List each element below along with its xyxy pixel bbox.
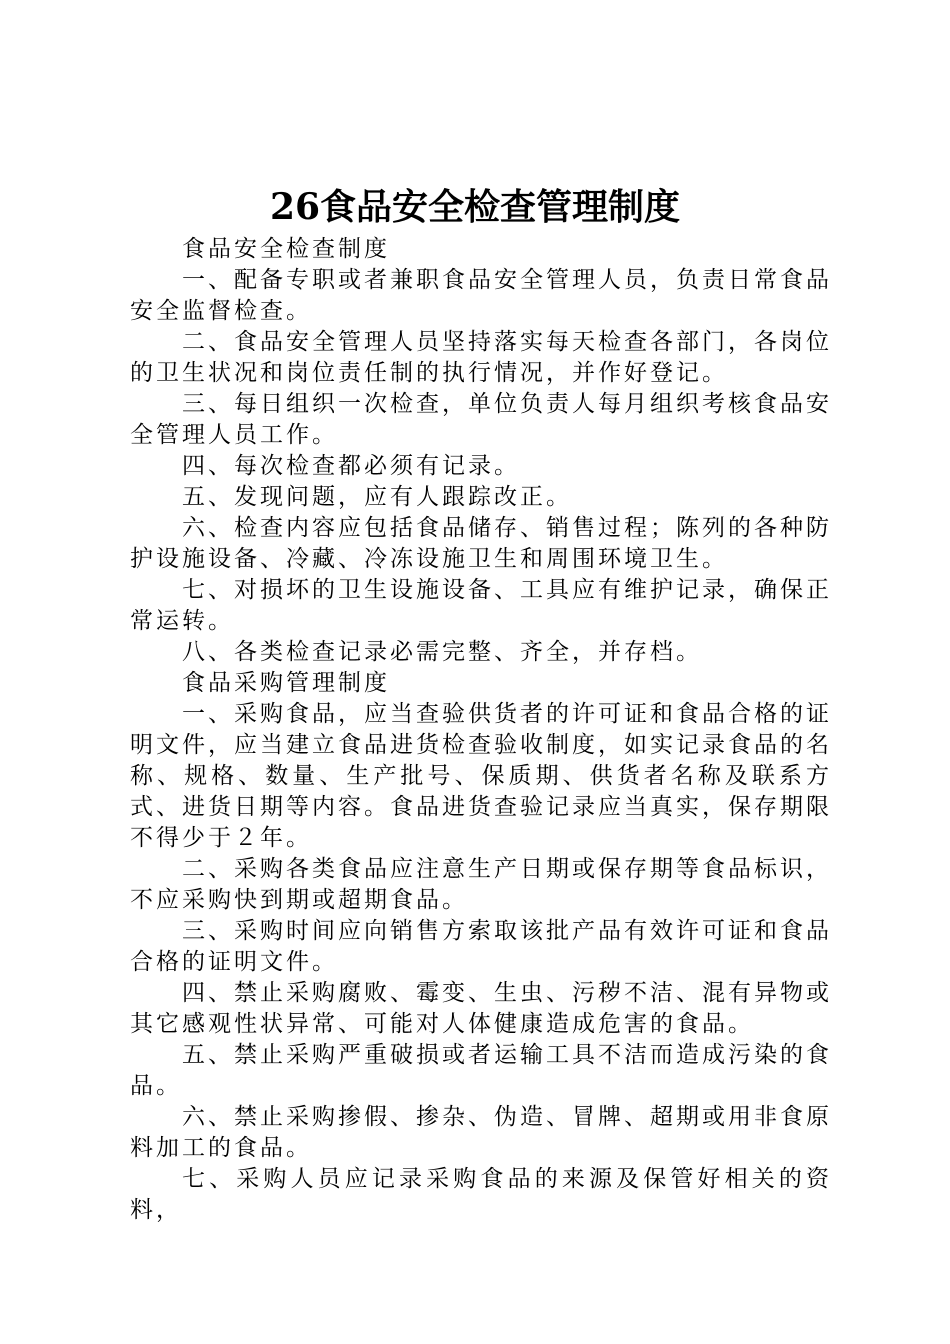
paragraph: 七、采购人员应记录采购食品的来源及保管好相关的资料， <box>130 1166 832 1223</box>
paragraph: 一、配备专职或者兼职食品安全管理人员，负责日常食品安全监督检查。 <box>130 267 832 324</box>
paragraph: 三、每日组织一次检查，单位负责人每月组织考核食品安全管理人员工作。 <box>130 391 832 448</box>
paragraph: 三、采购时间应向销售方索取该批产品有效许可证和食品合格的证明文件。 <box>130 918 832 975</box>
paragraph: 六、禁止采购掺假、掺杂、伪造、冒牌、超期或用非食原料加工的食品。 <box>130 1104 832 1161</box>
paragraph: 四、每次检查都必须有记录。 <box>182 453 520 479</box>
paragraph: 二、食品安全管理人员坚持落实每天检查各部门，各岗位的卫生状况和岗位责任制的执行情况，并作好登记。 <box>130 329 832 386</box>
paragraph: 八、各类检查记录必需完整、齐全，并存档。 <box>182 639 702 665</box>
section-heading-inspection: 食品安全检查制度 <box>182 236 390 262</box>
paragraph: 二、采购各类食品应注意生产日期或保存期等食品标识，不应采购快到期或超期食品。 <box>130 856 832 913</box>
paragraph: 六、检查内容应包括食品储存、销售过程；陈列的各种防护设施设备、冷藏、冷冻设施卫生和周围环境卫生。 <box>130 515 832 572</box>
paragraph: 五、发现问题，应有人跟踪改正。 <box>182 484 572 510</box>
paragraph: 七、对损坏的卫生设施设备、工具应有维护记录，确保正常运转。 <box>130 577 832 634</box>
paragraph: 一、采购食品，应当查验供货者的许可证和食品合格的证明文件，应当建立食品进货检查验收制度，如实记录食品的名称、规格、数量、生产批号、保质期、供货者名称及联系方式、进货日期等内容。食品进货查验记录应当真实，保存期限不得少于２年。 <box>130 701 832 851</box>
paragraph: 四、禁止采购腐败、霉变、生虫、污秽不洁、混有异物或其它感观性状异常、可能对人体健康造成危害的食品。 <box>130 980 832 1037</box>
paragraph: 五、禁止采购严重破损或者运输工具不洁而造成污染的食品。 <box>130 1042 832 1099</box>
section-heading-procurement: 食品采购管理制度 <box>182 670 390 696</box>
document-body <box>130 234 832 1226</box>
document-title: 26食品安全检查管理制度 <box>269 186 681 228</box>
